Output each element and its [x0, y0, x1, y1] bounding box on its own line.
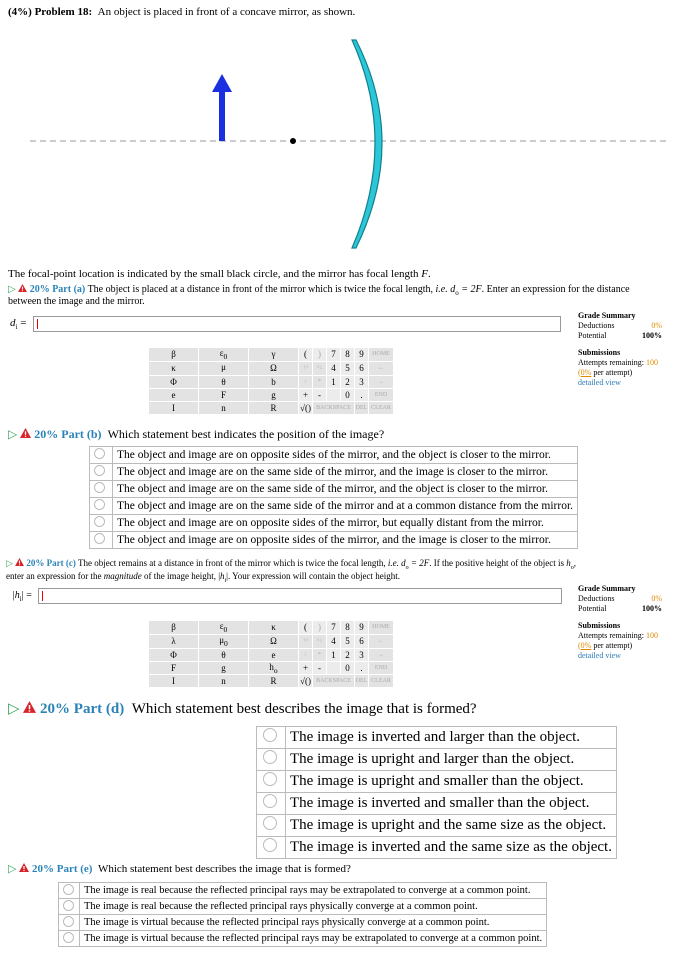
key-mu0[interactable]: μ — [199, 361, 249, 375]
part-d-question: Which statement best describes the image that is formed? — [131, 701, 477, 717]
play-icon[interactable]: ▷ — [8, 863, 17, 875]
warning-icon — [18, 284, 27, 292]
concave-mirror — [352, 40, 382, 248]
key-epsilon0[interactable]: $\varepsilon_0$ — [199, 348, 249, 362]
option-row[interactable]: The object and image are on the same side of the mirror, and the image is closer to the mirror. — [90, 464, 578, 481]
clear-key[interactable]: CLEAR — [369, 401, 394, 414]
option-row[interactable]: The image is virtual because the reflected principal rays physically converge at a common point. — [59, 915, 547, 931]
part-e-question: Which statement best describes the image that is formed? — [97, 863, 351, 875]
play-icon[interactable]: ▷ — [8, 427, 18, 441]
detailed-view-link[interactable]: detailed view — [578, 651, 621, 660]
option-row[interactable]: The image is upright and larger than the object. — [257, 749, 617, 771]
mirror-diagram — [0, 22, 684, 252]
radio-button[interactable] — [94, 448, 105, 459]
problem-title — [8, 6, 355, 18]
focal-note: The focal-point location is indicated by the small black circle, and the mirror has focal length F. — [8, 268, 431, 280]
option-row[interactable]: The image is inverted and smaller than the object. — [257, 793, 617, 815]
home-key[interactable]: HOME — [369, 348, 394, 362]
play-icon[interactable]: ▷ — [6, 558, 13, 568]
part-a-header: ▷ 20% Part (a) The object is placed at a distance in front of the mirror which is twice the focal length, i.e. $d_o = 2F$. Enter an expression for the distance — [8, 284, 630, 297]
warning-icon — [19, 863, 29, 872]
part-b-label: 20% Part (b) — [34, 427, 102, 441]
problem-label: (4%) Problem 18: — [8, 6, 93, 18]
left-key[interactable]: ← — [369, 361, 394, 375]
option-row[interactable]: The image is upright and the same size as the object. — [257, 815, 617, 837]
sqrt-key[interactable]: √() — [300, 676, 311, 687]
option-row[interactable]: The image is upright and smaller than the object. — [257, 771, 617, 793]
part-d-label: 20% Part (d) — [40, 701, 125, 717]
part-b-question: Which statement best indicates the position of the image? — [107, 427, 385, 441]
object-arrow — [212, 74, 232, 141]
radio-button[interactable] — [94, 465, 105, 476]
radio-button[interactable] — [263, 838, 277, 852]
part-d-options — [256, 726, 617, 859]
backspace-key[interactable]: BACKSPACE — [313, 675, 355, 688]
grade-summary-a: Grade Summary Deductions 0% Potential 100% Submissions Attempts remaining: 100 (0% per attempt) detailed view — [578, 311, 662, 387]
del-key[interactable]: DEL — [355, 675, 369, 688]
end-key[interactable]: END — [369, 661, 394, 675]
option-row[interactable]: The image is real because the reflected principal rays may be extrapolated to converge at a common point. — [59, 883, 547, 899]
radio-button[interactable] — [63, 900, 74, 911]
clear-key[interactable]: CLEAR — [369, 675, 394, 688]
right-key[interactable]: → — [369, 375, 394, 388]
radio-button[interactable] — [63, 932, 74, 943]
text-cursor — [37, 319, 38, 329]
warning-icon — [20, 428, 31, 438]
radio-button[interactable] — [263, 816, 277, 830]
part-e-label: 20% Part (e) — [31, 863, 93, 875]
option-row[interactable]: The object and image are on the same side of the mirror and at a common distance from the mirror. — [90, 498, 578, 515]
part-c-text-cont: enter an expression for the magnitude of the image height, $|h_i|$. Your expression will contain the object height. — [6, 571, 400, 584]
sqrt-key[interactable]: √() — [300, 402, 311, 413]
part-b-header — [8, 427, 384, 442]
focal-point — [290, 138, 296, 144]
part-e-options — [58, 882, 547, 947]
radio-button[interactable] — [94, 533, 105, 544]
part-b-options — [89, 446, 578, 549]
warning-icon — [23, 701, 36, 713]
option-row[interactable]: The image is real because the reflected principal rays physically converge at a common point. — [59, 899, 547, 915]
key-gamma[interactable]: γ — [249, 348, 299, 362]
detailed-view-link[interactable]: detailed view — [578, 378, 621, 387]
radio-button[interactable] — [94, 499, 105, 510]
hi-label: $|h_i|$ = — [12, 590, 32, 603]
hi-answer-input[interactable] — [38, 588, 562, 604]
option-row[interactable]: The object and image are on the same side of the mirror, and the object is closer to the mirror. — [90, 481, 578, 498]
part-a-label: 20% Part (a) — [29, 284, 86, 295]
left-key[interactable]: ← — [369, 634, 394, 648]
part-e-header — [8, 862, 351, 875]
part-a-text-cont: between the image and the mirror. — [8, 296, 145, 307]
option-row[interactable]: The image is inverted and the same size as the object. — [257, 837, 617, 859]
home-key[interactable]: HOME — [369, 621, 394, 635]
option-row[interactable]: The image is virtual because the reflected principal rays may be extrapolated to converge at a common point. — [59, 931, 547, 947]
option-row[interactable]: The image is inverted and larger than the object. — [257, 727, 617, 749]
option-row[interactable]: The object and image are on opposite sides of the mirror, and the image is closer to the mirror. — [90, 532, 578, 549]
symbol-keypad-c: β $\varepsilon_0$ κ ( ) 7 8 9 HOME λ $\mu_0$ Ω ↑^ ^↓ 4 5 6 ← Φ θ e / * 1 2 3 → F g $h_o$ + - 0 . END I n R √() BACKSPACE DEL CLEAR — [148, 620, 394, 688]
radio-button[interactable] — [94, 482, 105, 493]
radio-button[interactable] — [94, 516, 105, 527]
backspace-key[interactable]: BACKSPACE — [313, 401, 355, 414]
grade-summary-c: Grade Summary Deductions 0% Potential 100% Submissions Attempts remaining: 100 (0% per attempt) detailed view — [578, 584, 662, 660]
di-answer-input[interactable] — [33, 316, 561, 332]
di-label: $d_i$ = — [10, 317, 27, 332]
radio-button[interactable] — [263, 772, 277, 786]
key-kappa[interactable]: κ — [149, 361, 199, 375]
text-cursor — [42, 591, 43, 601]
radio-button[interactable] — [263, 794, 277, 808]
symbol-keypad-a: β $\varepsilon_0$ γ ( ) 7 8 9 HOME κ μ Ω ↑^ ^↓ 4 5 6 ← Φ θ b / * 1 2 3 → e F g + - 0 . END I n R √() BACKSPACE DEL CLEAR — [148, 347, 394, 415]
right-key[interactable]: → — [369, 648, 394, 661]
del-key[interactable]: DEL — [355, 401, 369, 414]
option-row[interactable]: The object and image are on opposite sides of the mirror, but equally distant from the mirror. — [90, 515, 578, 532]
part-c-header: ▷ 20% Part (c) The object remains at a distance in front of the mirror which is twice the focal length, i.e. $d_o = 2F$. If the positive height of the object is $h_o$, — [6, 558, 576, 571]
radio-button[interactable] — [263, 728, 277, 742]
part-c-label: 20% Part (c) — [26, 558, 76, 568]
end-key[interactable]: END — [369, 388, 394, 401]
radio-button[interactable] — [63, 884, 74, 895]
option-row[interactable]: The object and image are on opposite sides of the mirror, and the object is closer to the mirror. — [90, 447, 578, 464]
radio-button[interactable] — [63, 916, 74, 927]
key-omega[interactable]: Ω — [249, 361, 299, 375]
radio-button[interactable] — [263, 750, 277, 764]
play-icon[interactable]: ▷ — [8, 701, 20, 717]
problem-statement: An object is placed in front of a concave mirror, as shown. — [97, 6, 356, 18]
warning-icon — [15, 558, 24, 566]
key-beta[interactable]: β — [149, 348, 199, 362]
play-icon[interactable]: ▷ — [8, 284, 16, 295]
part-d-header — [8, 699, 477, 718]
